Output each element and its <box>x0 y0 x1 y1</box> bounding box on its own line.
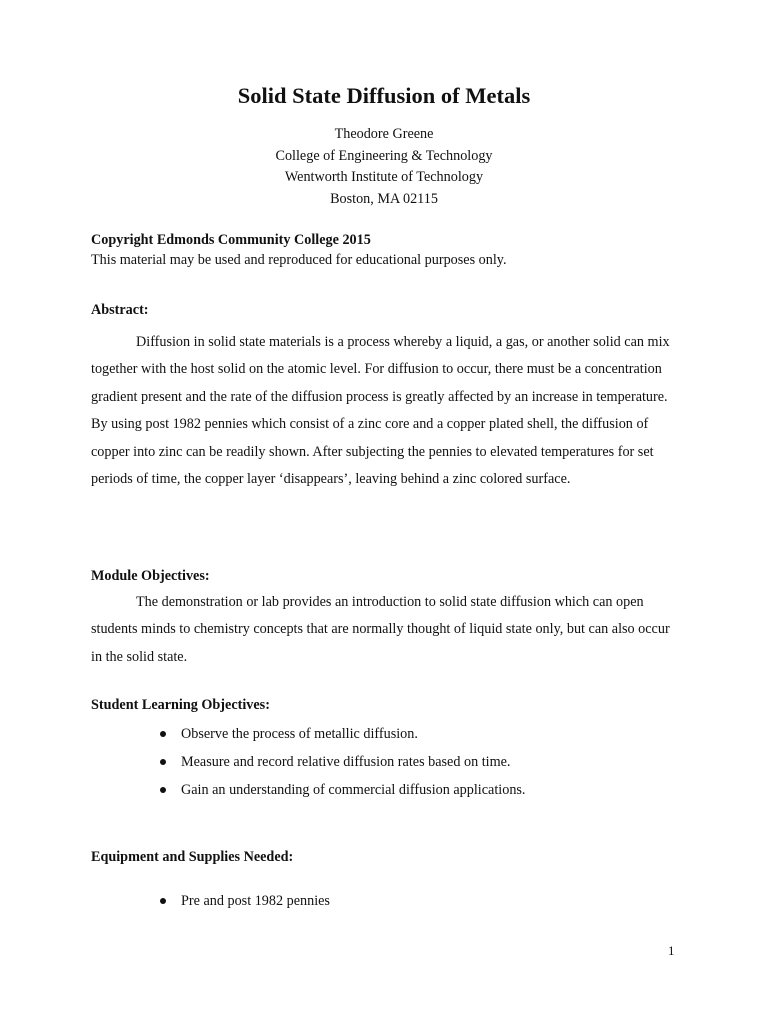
list-item-text: Gain an understanding of commercial diffusion applications. <box>181 782 526 798</box>
abstract-text: Diffusion in solid state materials is a process whereby a liquid, a gas, or another solid can mix together with the host solid on the atomic level. For diffusion to occur, there must be a concentration gradient present and the rate of the diffusion process is greatly affected by an increase in temperature. By using post 1982 pennies which consist of a zinc core and a copper plated shell, the diffusion of copper into zinc can be readily shown. After subjecting the pennies to elevated temperatures for set periods of time, the copper layer ‘disappears’, leaving behind a zinc colored surface. <box>91 334 670 488</box>
module-objectives-heading: Module Objectives: <box>91 568 210 584</box>
copyright-block <box>91 230 691 270</box>
author-name: Theodore Greene <box>334 126 434 142</box>
abstract-paragraph <box>91 329 681 493</box>
list-item-text: Pre and post 1982 pennies <box>181 893 330 909</box>
module-objectives-text: The demonstration or lab provides an introduction to solid state diffusion which can open students minds to chemistry concepts that are normally thought of liquid state only, but can also occur in the solid state. <box>91 594 670 665</box>
bullet-icon <box>160 759 166 765</box>
equipment-heading: Equipment and Supplies Needed: <box>91 849 294 865</box>
bullet-icon <box>160 898 166 904</box>
list-item <box>158 780 525 808</box>
page-number: 1 <box>668 943 675 958</box>
list-item <box>158 891 330 919</box>
bullet-icon <box>160 787 166 793</box>
abstract-heading: Abstract: <box>91 302 149 318</box>
author-institution: Wentworth Institute of Technology <box>284 169 484 185</box>
student-learning-objectives-list <box>158 724 525 808</box>
list-item-text: Measure and record relative diffusion rates based on time. <box>181 754 511 770</box>
list-item <box>158 752 525 780</box>
equipment-list <box>158 891 330 919</box>
list-item-text: Observe the process of metallic diffusion. <box>181 726 418 742</box>
author-location: Boston, MA 02115 <box>330 190 438 207</box>
bullet-icon <box>160 731 166 737</box>
copyright-heading: Copyright Edmonds Community College 2015 <box>91 232 371 248</box>
author-block <box>0 124 768 210</box>
document-title: Solid State Diffusion of Metals <box>237 83 531 108</box>
copyright-notice: This material may be used and reproduced for educational purposes only. <box>91 252 507 268</box>
student-learning-objectives-heading: Student Learning Objectives: <box>91 697 270 713</box>
author-department: College of Engineering & Technology <box>275 147 493 164</box>
module-objectives-paragraph <box>91 589 681 671</box>
list-item <box>158 724 525 752</box>
